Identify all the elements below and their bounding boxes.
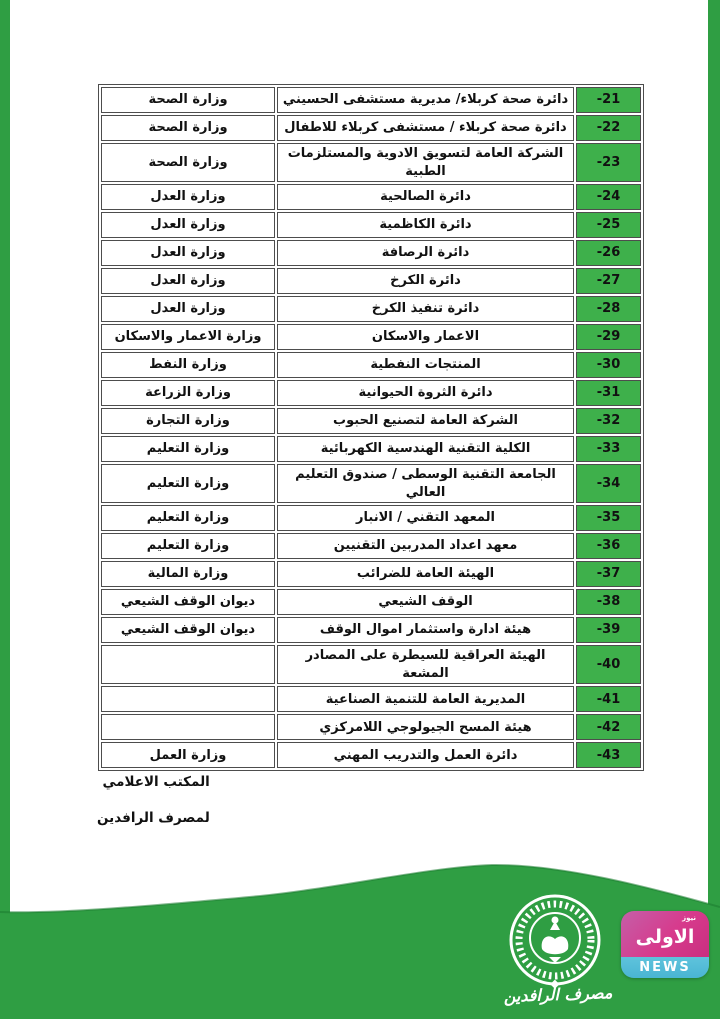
table-row <box>101 324 641 350</box>
department-cell: معهد اعداد المدربين التقنيين <box>277 533 574 559</box>
ministry-cell: وزارة العدل <box>101 240 275 266</box>
ministry-cell: وزارة المالية <box>101 561 275 587</box>
department-cell: الاعمار والاسكان <box>277 324 574 350</box>
table-row <box>101 436 641 462</box>
table-row <box>101 268 641 294</box>
department-cell: الشركة العامة لتصنيع الحبوب <box>277 408 574 434</box>
bank-name-line: لمصرف الرافدين <box>97 810 210 826</box>
department-cell: الهيئة العامة للضرائب <box>277 561 574 587</box>
department-cell: دائرة تنفيذ الكرخ <box>277 296 574 322</box>
ministry-cell: وزارة العمل <box>101 742 275 768</box>
row-number-cell: -32 <box>576 408 641 434</box>
row-number-cell: -39 <box>576 617 641 643</box>
table-row <box>101 645 641 684</box>
row-number-cell: -42 <box>576 714 641 740</box>
row-number-cell: -22 <box>576 115 641 141</box>
ministry-cell: وزارة العدل <box>101 212 275 238</box>
ministry-cell: وزارة العدل <box>101 184 275 210</box>
table-row <box>101 714 641 740</box>
department-cell: دائرة صحة كربلاء / مستشفى كربلاء للاطفال <box>277 115 574 141</box>
news-badge-english-label: NEWS <box>621 957 709 978</box>
ministry-cell: وزارة الصحة <box>101 115 275 141</box>
row-number-cell: -31 <box>576 380 641 406</box>
ministry-cell: وزارة النفط <box>101 352 275 378</box>
ministry-cell: وزارة التعليم <box>101 533 275 559</box>
row-number-cell: -37 <box>576 561 641 587</box>
table-row <box>101 143 641 182</box>
department-cell: الكلية التقنية الهندسية الكهربائية <box>277 436 574 462</box>
table-row <box>101 352 641 378</box>
row-number-cell: -41 <box>576 686 641 712</box>
table-row <box>101 296 641 322</box>
news-arabic-big-label: الاولى <box>635 925 695 948</box>
department-cell: هيئة ادارة واستثمار اموال الوقف <box>277 617 574 643</box>
ministry-cell: وزارة التعليم <box>101 464 275 503</box>
row-number-cell: -35 <box>576 505 641 531</box>
table-row <box>101 742 641 768</box>
table-row <box>101 408 641 434</box>
table-body <box>101 87 641 768</box>
department-cell: دائرة صحة كربلاء/ مديرية مستشفى الحسيني <box>277 87 574 113</box>
table-row <box>101 617 641 643</box>
ministry-cell: وزارة العدل <box>101 268 275 294</box>
news-badge-arabic-logo <box>621 911 709 957</box>
media-office-note <box>97 774 210 826</box>
department-cell: دائرة الرصافة <box>277 240 574 266</box>
department-cell: الهيئة العراقية للسيطرة على المصادر المشعة <box>277 645 574 684</box>
table-row <box>101 505 641 531</box>
department-cell: دائرة الكرخ <box>277 268 574 294</box>
department-cell: الشركة العامة لتسويق الادوية والمستلزمات الطبية <box>277 143 574 182</box>
ministry-cell <box>101 645 275 684</box>
row-number-cell: -26 <box>576 240 641 266</box>
row-number-cell: -29 <box>576 324 641 350</box>
table-row <box>101 87 641 113</box>
ministry-cell: ديوان الوقف الشيعي <box>101 589 275 615</box>
row-number-cell: -30 <box>576 352 641 378</box>
news-watermark-badge <box>621 911 709 978</box>
table-row <box>101 115 641 141</box>
row-number-cell: -43 <box>576 742 641 768</box>
row-number-cell: -38 <box>576 589 641 615</box>
ministry-cell: وزارة الزراعة <box>101 380 275 406</box>
table-row <box>101 589 641 615</box>
ministry-cell <box>101 714 275 740</box>
table-row <box>101 464 641 503</box>
row-number-cell: -24 <box>576 184 641 210</box>
ministry-cell: وزارة التعليم <box>101 436 275 462</box>
row-number-cell: -28 <box>576 296 641 322</box>
rafidain-bank-logo <box>499 893 611 990</box>
department-cell: دائرة الثروة الحيوانية <box>277 380 574 406</box>
table-row <box>101 533 641 559</box>
row-number-cell: -34 <box>576 464 641 503</box>
table-row <box>101 561 641 587</box>
row-number-cell: -40 <box>576 645 641 684</box>
ministry-cell: وزارة العدل <box>101 296 275 322</box>
department-cell: المنتجات النفطية <box>277 352 574 378</box>
row-number-cell: -25 <box>576 212 641 238</box>
row-number-cell: -23 <box>576 143 641 182</box>
department-cell: الجامعة التقنية الوسطى / صندوق التعليم العالي <box>277 464 574 503</box>
table-row <box>101 240 641 266</box>
table-row <box>101 184 641 210</box>
row-number-cell: -36 <box>576 533 641 559</box>
ministry-cell: وزارة الصحة <box>101 143 275 182</box>
row-number-cell: -33 <box>576 436 641 462</box>
departments-table <box>98 84 644 771</box>
department-cell: المعهد التقني / الانبار <box>277 505 574 531</box>
table-row <box>101 686 641 712</box>
department-cell: دائرة الصالحية <box>277 184 574 210</box>
ministry-cell: وزارة التجارة <box>101 408 275 434</box>
row-number-cell: -21 <box>576 87 641 113</box>
table-row <box>101 380 641 406</box>
ministry-cell: ديوان الوقف الشيعي <box>101 617 275 643</box>
department-cell: دائرة العمل والتدريب المهني <box>277 742 574 768</box>
table-row <box>101 212 641 238</box>
row-number-cell: -27 <box>576 268 641 294</box>
department-cell: الوقف الشيعي <box>277 589 574 615</box>
ministry-cell: وزارة الاعمار والاسكان <box>101 324 275 350</box>
ministry-cell <box>101 686 275 712</box>
department-cell: هيئة المسح الجيولوجي اللامركزي <box>277 714 574 740</box>
bank-name-calligraphy: مصرف الرافدين <box>503 983 613 1006</box>
media-office-line: المكتب الاعلامي <box>102 774 210 790</box>
department-cell: دائرة الكاظمية <box>277 212 574 238</box>
ministry-cell: وزارة التعليم <box>101 505 275 531</box>
ministry-cell: وزارة الصحة <box>101 87 275 113</box>
department-cell: المديرية العامة للتنمية الصناعية <box>277 686 574 712</box>
news-arabic-small-label: نيوز <box>682 914 696 922</box>
